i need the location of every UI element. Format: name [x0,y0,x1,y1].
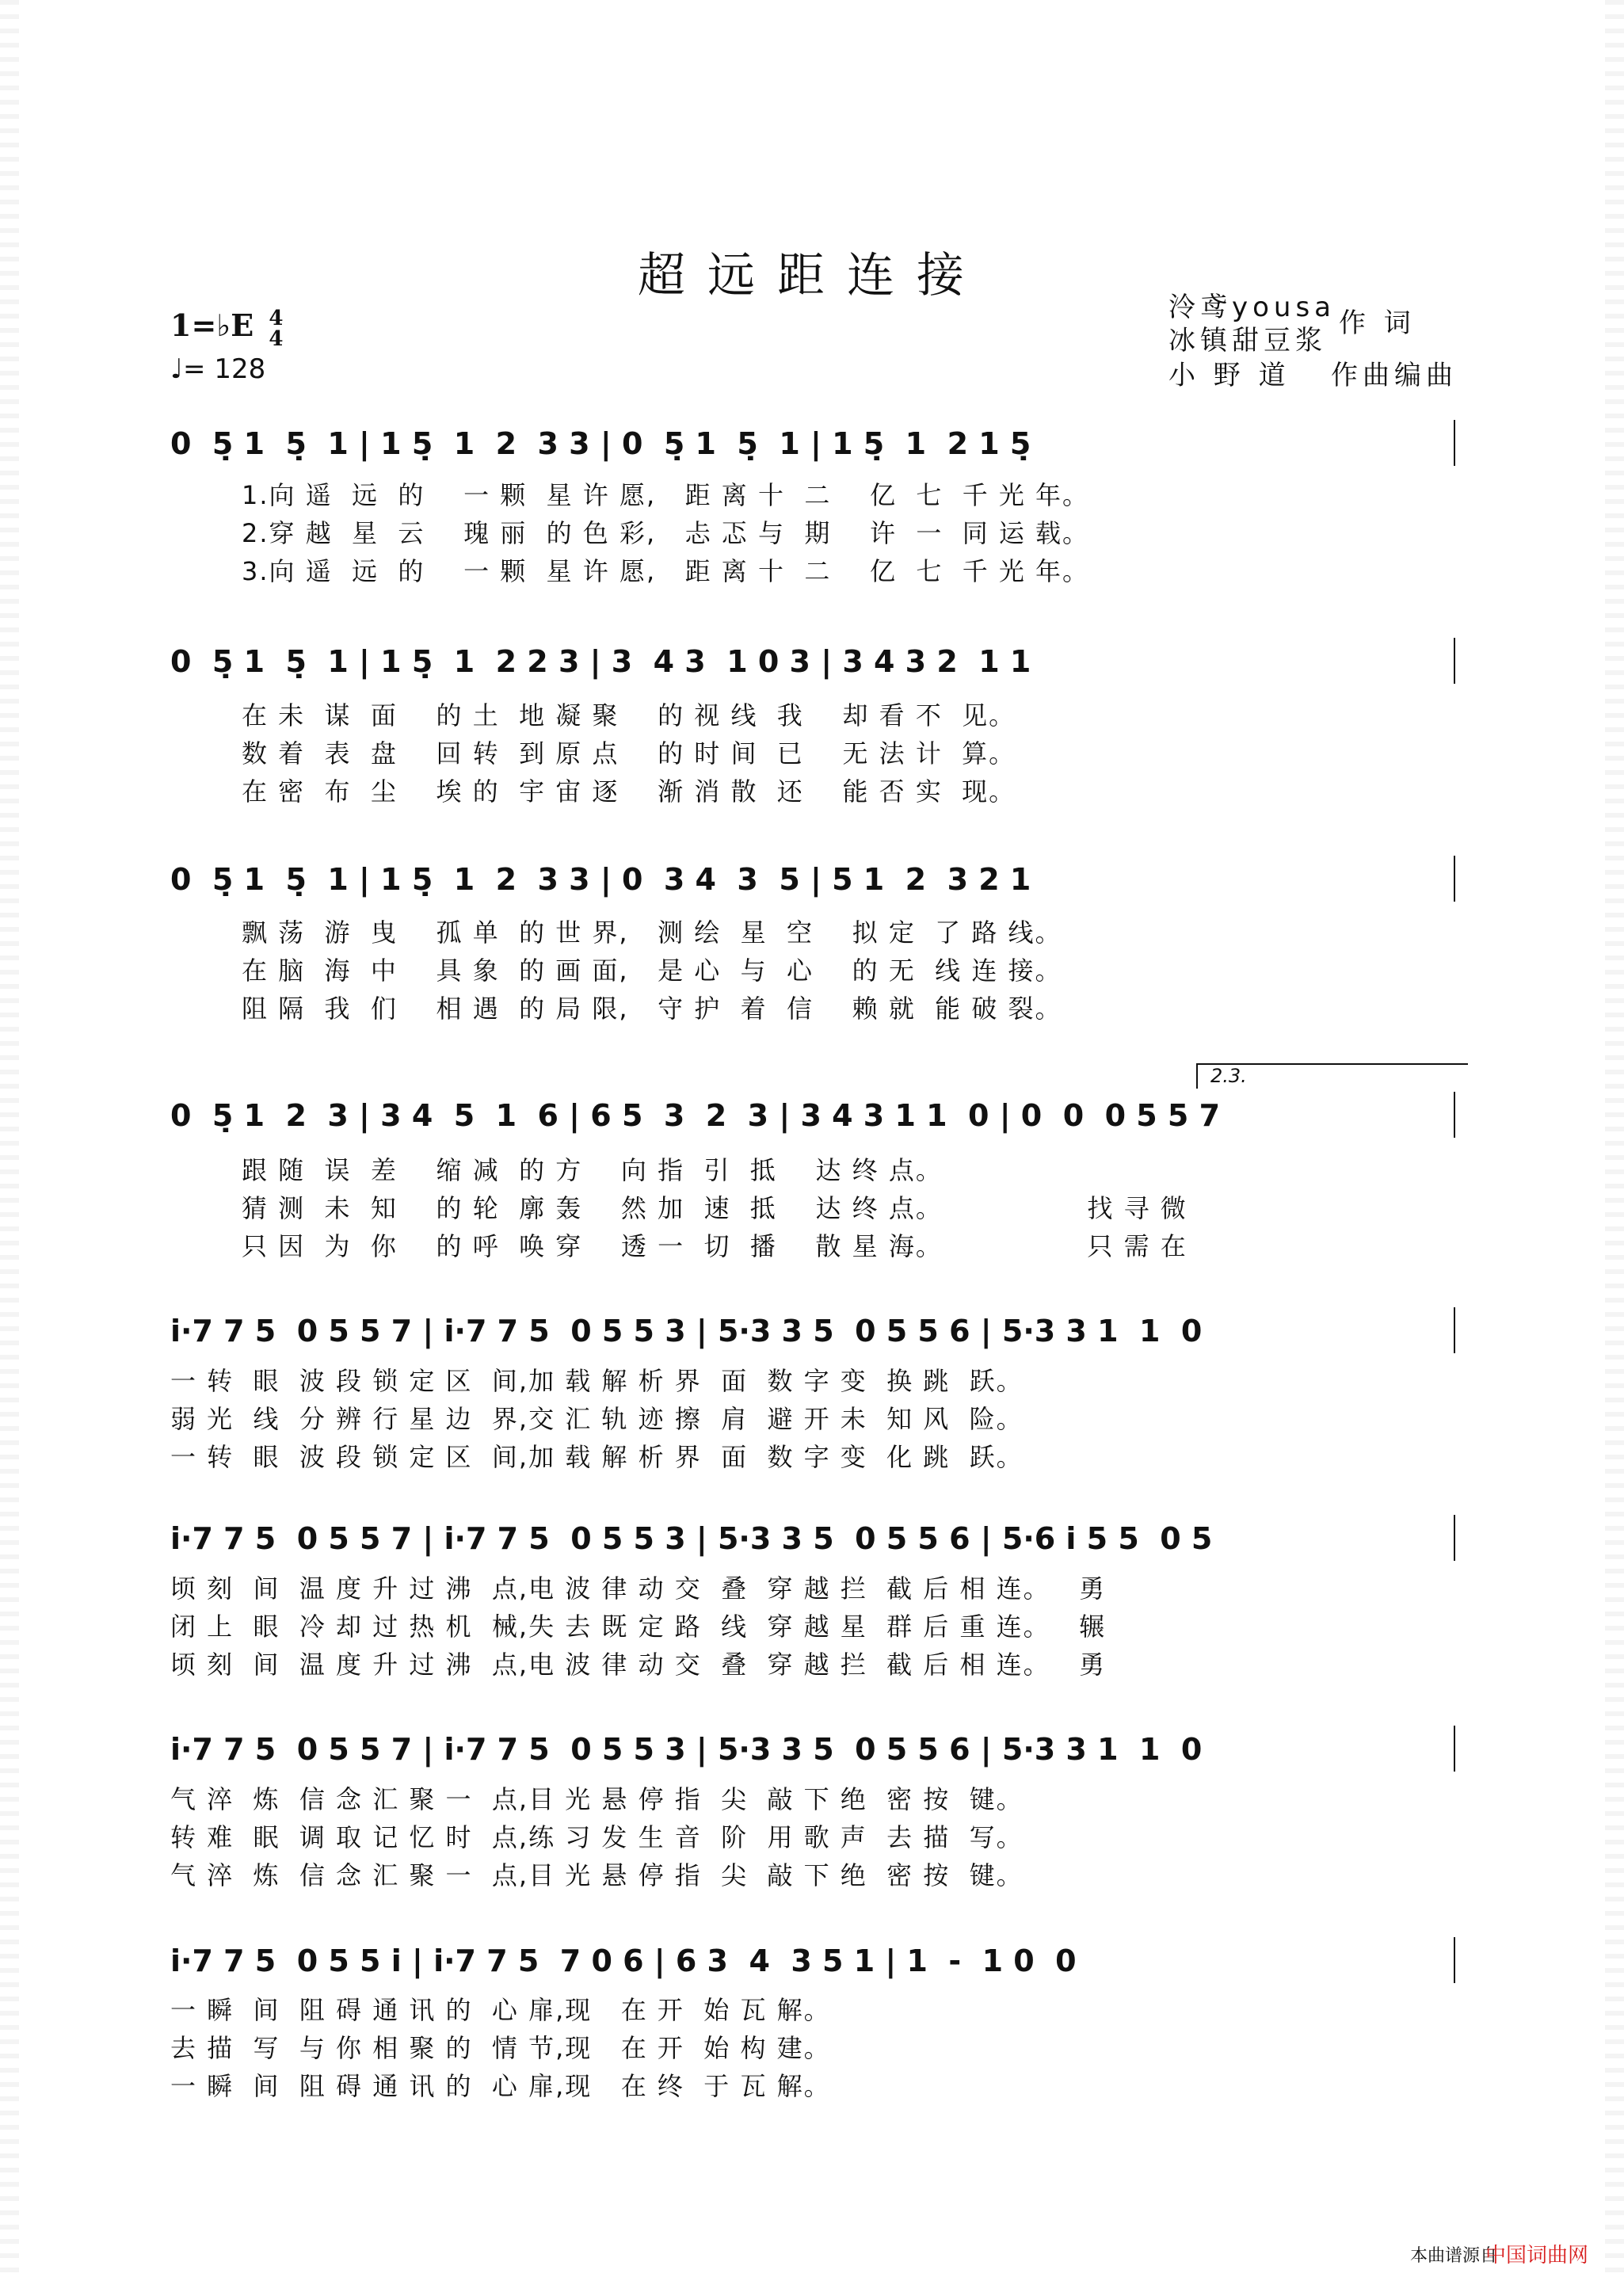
lyric-line-3-2 [170,951,1454,986]
footer-site-link[interactable]: 中国词曲网 [1485,2244,1588,2268]
lyric-line-3-3 [170,989,1454,1024]
end-barline-1 [1454,420,1455,466]
right-watermark-strip [1605,0,1624,2281]
lyric-line-2-2 [170,734,1454,769]
composer-role: 作曲编曲 [1331,360,1458,391]
end-barline-6 [1454,1515,1455,1561]
lyric-line-4-1 [170,1150,1454,1185]
lyric-text: 一 转 眼 波 段 锁 定 区 间,加 载 解 析 界 面 数 字 变 化 跳 跃。 [170,1442,1024,1472]
lyric-role: 作 词 [1339,307,1416,339]
notation-line-8 [170,1937,1454,1985]
lyric-text: 气 淬 炼 信 念 汇 聚 一 点,目 光 悬 停 指 尖 敲 下 绝 密 按 键。 [170,1860,1024,1890]
end-barline-4 [1454,1092,1455,1138]
notation-line-5 [170,1307,1454,1355]
lyric-text: 数 着 表 盘 回 转 到 原 点 的 时 间 已 无 法 计 算。 [242,738,1016,769]
notes-5: i·7 7 5 0 5 5 7 | i·7 7 5 0 5 5 3 | 5·3 3 5 0 5 5 6 | 5·3 3 1 1 0 [170,1314,1203,1348]
lyric-text: 转 难 眠 调 取 记 忆 时 点,练 习 发 生 音 阶 用 歌 声 去 描 写。 [170,1822,1024,1852]
key-text: 1=♭E [170,307,254,343]
lyric-line-3-1 [170,913,1454,948]
lyric-text: 一 瞬 间 阻 碍 通 讯 的 心 扉,现 在 终 于 瓦 解。 [170,2071,831,2101]
lyric-text: 在 脑 海 中 具 象 的 画 面, 是 心 与 心 的 无 线 连 接。 [242,956,1062,986]
lyric-line-6-3 [170,1645,1454,1680]
lyric-text: 去 描 写 与 你 相 聚 的 情 节,现 在 开 始 构 建。 [170,2033,831,2063]
notes-2: 0 5̣ 1 5̣ 1 | 1 5̣ 1 2 2 3 | 3 4 3 1 0 3 | 3 4 3 2 1 1 [170,644,1031,679]
lyric-line-7-2 [170,1818,1454,1852]
end-barline-2 [1454,638,1455,684]
notes-6: i·7 7 5 0 5 5 7 | i·7 7 5 0 5 5 3 | 5·3 3 5 0 5 5 6 | 5·6 i 5 5 0 5 [170,1521,1213,1556]
lyric-text: 弱 光 线 分 辨 行 星 边 界,交 汇 轨 迹 擦 肩 避 开 未 知 风 险。 [170,1404,1024,1434]
end-barline-8 [1454,1937,1455,1983]
lyric-text: 飘 荡 游 曳 孤 单 的 世 界, 测 绘 星 空 拟 定 了 路 线。 [242,917,1062,948]
lyric-text: 在 未 谋 面 的 土 地 凝 聚 的 视 线 我 却 看 不 见。 [242,700,1016,730]
lyric-line-1-1 [170,475,1454,510]
lyric-text: 只 因 为 你 的 呼 唤 穿 透 一 切 播 散 星 海。 只 需 在 [242,1231,1188,1261]
notation-line-2 [170,638,1454,685]
lyricist-2: 冰镇甜豆浆 [1168,325,1327,357]
lyric-text: 一 瞬 间 阻 碍 通 讯 的 心 扉,现 在 开 始 瓦 解。 [170,1995,831,2025]
notation-line-3 [170,856,1454,903]
lyric-line-4-3 [170,1226,1454,1261]
notation-line-1 [170,420,1454,467]
notation-line-4 [170,1092,1454,1139]
lyric-line-4-2 [170,1188,1454,1223]
lyric-line-8-3 [170,2066,1454,2101]
lyric-line-5-2 [170,1399,1454,1434]
lyric-line-2-3 [170,772,1454,807]
lyric-text: 3.向 遥 远 的 一 颗 星 许 愿, 距 离 十 二 亿 七 千 光 年。 [242,556,1090,586]
lyric-line-1-2 [170,513,1454,548]
lyric-line-8-2 [170,2028,1454,2063]
lyric-text: 顷 刻 间 温 度 升 过 沸 点,电 波 律 动 交 叠 穿 越 拦 截 后 相 连。 勇 [170,1650,1107,1680]
lyric-line-6-2 [170,1607,1454,1642]
volta-bracket: 2.3. [1196,1063,1468,1089]
notation-line-6 [170,1515,1454,1562]
notes-1: 0 5̣ 1 5̣ 1 | 1 5̣ 1 2 3 3 | 0 5̣ 1 5̣ 1 | 1 5̣ 1 2 1 5̣ [170,426,1031,461]
notes-3: 0 5̣ 1 5̣ 1 | 1 5̣ 1 2 3 3 | 0 3 4 3 5 | 5 1 2 3 2 1 [170,862,1031,897]
notes-7: i·7 7 5 0 5 5 7 | i·7 7 5 0 5 5 3 | 5·3 3 5 0 5 5 6 | 5·3 3 1 1 0 [170,1732,1203,1767]
end-barline-3 [1454,856,1455,902]
lyric-text: 闭 上 眼 冷 却 过 热 机 械,失 去 既 定 路 线 穿 越 星 群 后 重 连。 辗 [170,1612,1107,1642]
key-signature [170,307,284,349]
lyric-text: 猜 测 未 知 的 轮 廓 轰 然 加 速 抵 达 终 点。 找 寻 微 [242,1193,1188,1223]
lyric-line-7-1 [170,1779,1454,1814]
notes-8: i·7 7 5 0 5 5 i | i·7 7 5 7 0 6 | 6 3 4 3 5 1 | 1 - 1 0 0 [170,1943,1077,1978]
time-signature: 4 4 [269,306,284,351]
lyric-line-2-1 [170,696,1454,730]
song-title: 超远距连接 [638,248,986,303]
tempo-marking: ♩= 128 [170,353,266,385]
composer: 小 野 道 [1168,360,1290,391]
lyric-text: 跟 随 误 差 缩 减 的 方 向 指 引 抵 达 终 点。 [242,1155,943,1185]
lyric-line-5-3 [170,1437,1454,1472]
notes-4: 0 5̣ 1 2 3 | 3 4 5 1 6 | 6 5 3 2 3 | 3 4 3 1 1 0 | 0 0 0 5 5 7 [170,1098,1221,1133]
end-barline-5 [1454,1307,1455,1353]
lyric-line-8-1 [170,1990,1454,2025]
notation-line-7 [170,1726,1454,1773]
lyric-text: 2.穿 越 星 云 瑰 丽 的 色 彩, 忐 忑 与 期 许 一 同 运 载。 [242,518,1090,548]
lyric-line-1-3 [170,551,1454,586]
lyric-text: 在 密 布 尘 埃 的 宇 宙 逐 渐 消 散 还 能 否 实 现。 [242,776,1016,807]
lyric-text: 1.向 遥 远 的 一 颗 星 许 愿, 距 离 十 二 亿 七 千 光 年。 [242,480,1090,510]
lyricist-1: 泠鸢yousa [1168,292,1336,323]
lyric-text: 阻 隔 我 们 相 遇 的 局 限, 守 护 着 信 赖 就 能 破 裂。 [242,994,1062,1024]
footer-source: 本曲谱源自 [1409,2246,1497,2266]
left-watermark-strip [0,0,19,2281]
lyric-text: 顷 刻 间 温 度 升 过 沸 点,电 波 律 动 交 叠 穿 越 拦 截 后 相 连。 勇 [170,1573,1107,1604]
lyric-text: 一 转 眼 波 段 锁 定 区 间,加 载 解 析 界 面 数 字 变 换 跳 跃。 [170,1366,1024,1396]
lyric-line-7-3 [170,1856,1454,1890]
lyric-text: 气 淬 炼 信 念 汇 聚 一 点,目 光 悬 停 指 尖 敲 下 绝 密 按 键。 [170,1784,1024,1814]
end-barline-7 [1454,1726,1455,1772]
lyric-line-5-1 [170,1361,1454,1396]
lyric-line-6-1 [170,1569,1454,1604]
